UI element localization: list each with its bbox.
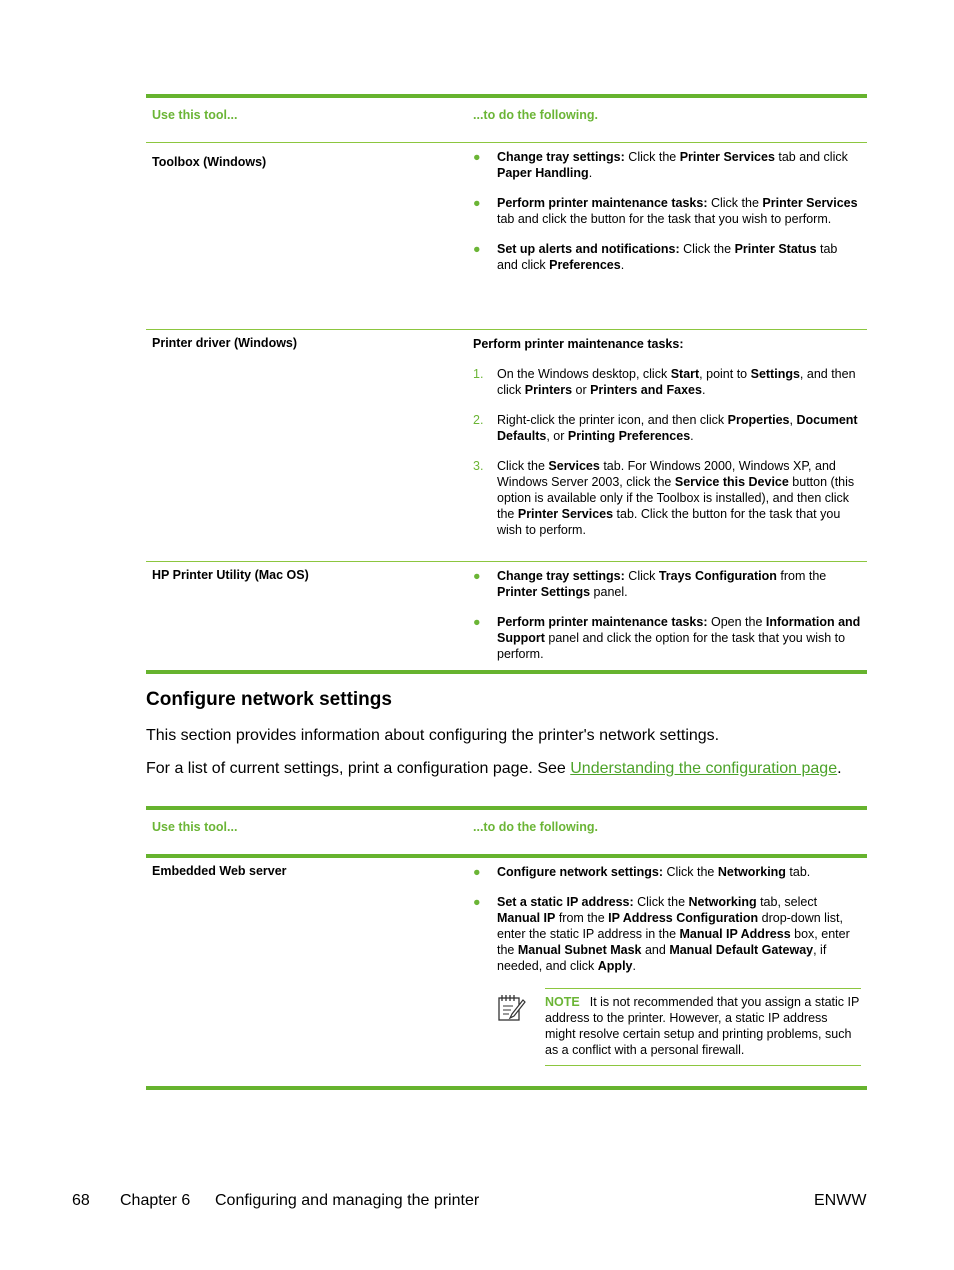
reference-end: . xyxy=(837,760,842,777)
tool-name: Toolbox (Windows) xyxy=(152,155,267,169)
reference-paragraph xyxy=(146,760,842,778)
configuration-page-link[interactable]: Understanding the configuration page xyxy=(570,760,838,777)
tool-name: Embedded Web server xyxy=(152,864,287,878)
note-body: It is not recommended that you assign a static IP address to the printer. However, a static IP address might resolve certain setup and printing problems, such as a conflict with a personal firewall. xyxy=(545,995,860,1057)
action-list xyxy=(473,864,861,974)
table-row-toolbox xyxy=(146,142,867,329)
step-number: 1. xyxy=(473,367,484,381)
list-item: ● Change tray settings: Click the Printer Services tab and click Paper Handling. xyxy=(473,150,848,180)
list-item: ● Set a static IP address: Click the Networking tab, select Manual IP from the IP Address Configuration drop-down list, enter the static IP address in the Manual IP Address box, enter the Manual Subnet Mask and Manual Default Gateway, if needed, and click Apply. xyxy=(473,895,850,973)
bullet-marker: ● xyxy=(473,865,481,879)
note-label: NOTE xyxy=(545,995,580,1009)
list-item: 3. Click the Services tab. For Windows 2000, Windows XP, and Windows Server 2003, click the Service this Device button (this option is available only if the Toolbox is installed), and then click the Printer Services tab. Click the button for the task that you wish to perform. xyxy=(473,459,855,537)
header-action: ...to do the following. xyxy=(473,108,598,122)
network-tools-table xyxy=(146,806,867,1090)
bullet-marker: ● xyxy=(473,895,481,909)
intro-text: Perform printer maintenance tasks: xyxy=(473,337,684,351)
footer-right: ENWW xyxy=(814,1192,867,1209)
tool-description xyxy=(473,149,861,287)
list-item: ● Perform printer maintenance tasks: Open the Information and Support panel and click the option for the task that you wish to perform. xyxy=(473,615,861,661)
note-bottom-rule xyxy=(545,1065,861,1066)
list-item: 1. On the Windows desktop, click Start, point to Settings, and then click Printers or Printers and Faxes. xyxy=(473,367,856,397)
list-item: ● Change tray settings: Click Trays Configuration from the Printer Settings panel. xyxy=(473,569,827,599)
list-item: ● Perform printer maintenance tasks: Click the Printer Services tab and click the button for the task that you wish to perform. xyxy=(473,196,858,226)
table-header xyxy=(146,810,867,854)
note-box xyxy=(497,988,861,1066)
table-bottom-rule xyxy=(146,1086,867,1090)
section-heading: Configure network settings xyxy=(146,689,392,710)
note-top-rule xyxy=(545,988,861,989)
tools-table xyxy=(146,94,867,674)
table-row-hp-printer-utility xyxy=(146,561,867,670)
bullet-marker: ● xyxy=(473,196,481,210)
page-number: 68 xyxy=(72,1192,90,1209)
tool-description xyxy=(473,864,861,1066)
header-tool: Use this tool... xyxy=(152,820,238,834)
note-pad-icon xyxy=(497,992,527,1022)
step-number: 3. xyxy=(473,459,484,473)
footer-chapter: Chapter 6 xyxy=(120,1192,191,1209)
bullet-marker: ● xyxy=(473,615,481,629)
reference-text: For a list of current settings, print a configuration page. See xyxy=(146,760,571,777)
header-action: ...to do the following. xyxy=(473,820,598,834)
list-item: ● Configure network settings: Click the Networking tab. xyxy=(473,865,811,879)
footer-chapter-title: Configuring and managing the printer xyxy=(215,1192,480,1209)
table-header xyxy=(146,98,867,142)
bullet-marker: ● xyxy=(473,150,481,164)
tool-description xyxy=(473,336,861,552)
list-item: 2. Right-click the printer icon, and then click Properties, Document Defaults, or Printing Preferences. xyxy=(473,413,858,443)
tool-description xyxy=(473,568,861,676)
table-row-printer-driver xyxy=(146,329,867,561)
bullet-marker: ● xyxy=(473,569,481,583)
tool-name: Printer driver (Windows) xyxy=(152,336,298,350)
list-item: ● Set up alerts and notifications: Click the Printer Status tab and click Preferences. xyxy=(473,242,838,272)
table-row-embedded-web-server xyxy=(146,854,867,1086)
header-tool: Use this tool... xyxy=(152,108,238,122)
tool-name: HP Printer Utility (Mac OS) xyxy=(152,568,309,582)
bullet-marker: ● xyxy=(473,242,481,256)
note-text xyxy=(545,994,861,1058)
intro-paragraph: This section provides information about configuring the printer's network settings. xyxy=(146,727,720,744)
step-number: 2. xyxy=(473,413,484,427)
step-list xyxy=(473,366,861,538)
